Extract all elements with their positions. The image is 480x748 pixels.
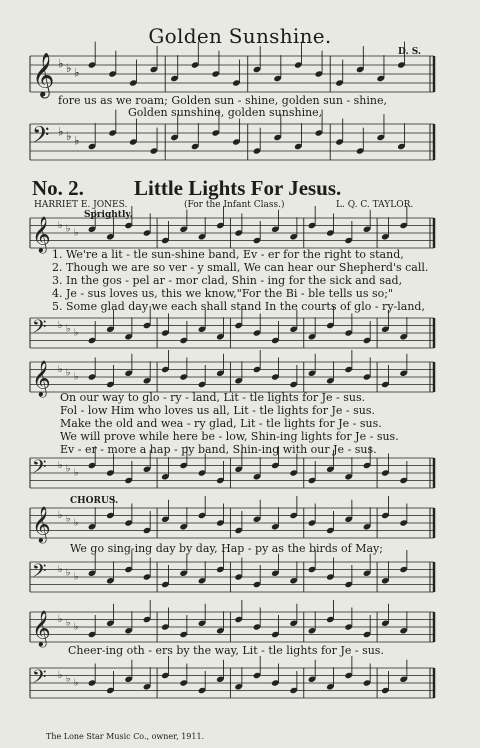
ds-mark: D. S. [398, 47, 422, 57]
verse2-line-4: We will prove while here be - low, Shin-ing lights for Je - sus. [60, 430, 399, 443]
chorus-lyric-2: Cheer-ing oth - ers by the way, Lit - tle lights for Je - sus. [68, 644, 384, 657]
svg-text:♭: ♭ [58, 509, 63, 521]
svg-text:♭: ♭ [74, 371, 79, 383]
tempo-marking: Sprightly. [84, 210, 133, 220]
verse-line-5: 5. Some glad day we each shall stand In the courts of glo - ry-land, [52, 300, 425, 313]
chorus-lyric-1: We go sing-ing day by day, Hap - py as the birds of May; [70, 542, 383, 555]
svg-text:𝄢: 𝄢 [32, 122, 50, 154]
system2-bass-staff [30, 458, 434, 488]
chorus2-bass-staff [30, 668, 434, 698]
svg-text:♭: ♭ [58, 319, 63, 331]
verse-line-1: 1. We're a lit - tle sun-shine band, Ev - er for the right to stand, [52, 248, 404, 261]
svg-text:♭: ♭ [66, 513, 71, 525]
verse2-line-3: Make the old and wea - ry glad, Lit - tle lights for Je - sus. [60, 417, 382, 430]
svg-text:𝄞: 𝄞 [32, 506, 51, 543]
svg-text:♭: ♭ [74, 621, 79, 633]
svg-text:♭: ♭ [66, 673, 71, 685]
chorus-bass-staff [30, 562, 434, 592]
svg-text:♭: ♭ [74, 227, 79, 239]
svg-text:♭: ♭ [58, 459, 63, 471]
hymn-composer: L. Q. C. TAYLOR. [336, 200, 414, 210]
svg-text:♭: ♭ [74, 327, 79, 339]
svg-text:♭: ♭ [58, 363, 63, 375]
svg-text:𝄞: 𝄞 [32, 360, 51, 397]
system1-bass-staff [30, 318, 434, 348]
svg-text:𝄞: 𝄞 [32, 52, 55, 97]
svg-text:𝄞: 𝄞 [32, 216, 51, 253]
svg-text:♭: ♭ [66, 323, 71, 335]
svg-text:♭: ♭ [74, 677, 79, 689]
svg-text:♭: ♭ [74, 133, 80, 148]
svg-text:♭: ♭ [58, 219, 63, 231]
svg-text:𝄢: 𝄢 [32, 666, 47, 693]
verse-line-3: 3. In the gos - pel ar - mor clad, Shin - ing for the sick and sad, [52, 274, 403, 287]
hymn-title: Little Lights For Jesus. [134, 176, 342, 200]
system1-treble-staff [30, 216, 434, 253]
chorus2-treble-staff [30, 610, 434, 647]
svg-text:♭: ♭ [58, 563, 63, 575]
verse2-line-1: On our way to glo - ry - land, Lit - tle lights for Je - sus. [60, 391, 366, 404]
svg-text:♭: ♭ [58, 124, 64, 139]
svg-text:♭: ♭ [58, 613, 63, 625]
verse-line-4: 4. Je - sus loves us, this we know,"For the Bi - ble tells us so;" [52, 287, 394, 300]
svg-text:𝄢: 𝄢 [32, 560, 47, 587]
verse2-line-5: Ev - er - more a hap - py band, Shin-ing with our Je - sus. [60, 443, 377, 456]
chorus-treble-staff [30, 506, 434, 543]
svg-text:♭: ♭ [58, 669, 63, 681]
svg-text:♭: ♭ [66, 463, 71, 475]
svg-text:♭: ♭ [66, 61, 72, 76]
svg-text:♭: ♭ [74, 571, 79, 583]
chorus-label: CHORUS. [70, 496, 119, 506]
svg-text:♭: ♭ [58, 56, 64, 71]
top-lyric-line-1: fore us as we roam; Golden sun - shine, golden sun - shine, [58, 94, 387, 107]
hymn-author: HARRIET E. JONES. [34, 200, 128, 210]
svg-text:♭: ♭ [66, 223, 71, 235]
svg-text:𝄞: 𝄞 [32, 610, 51, 647]
publisher-footer: The Lone Star Music Co., owner, 1911. [46, 732, 205, 741]
svg-text:♭: ♭ [66, 367, 71, 379]
svg-text:𝄢: 𝄢 [32, 456, 47, 483]
svg-text:♭: ♭ [66, 567, 71, 579]
system2-treble-staff [30, 360, 434, 397]
svg-text:♭: ♭ [66, 617, 71, 629]
svg-text:𝄢: 𝄢 [32, 316, 47, 343]
svg-text:♭: ♭ [74, 65, 80, 80]
top-lyric-line-2: Golden sunshine, golden sunshine, [128, 106, 323, 119]
svg-text:♭: ♭ [74, 467, 79, 479]
verse2-line-2: Fol - low Him who loves us all, Lit - tle lights for Je - sus. [60, 404, 375, 417]
svg-text:♭: ♭ [66, 129, 72, 144]
top-bass-staff [30, 124, 434, 160]
verse-line-2: 2. Though we are so ver - y small, We can hear our Shepherd's call. [52, 261, 429, 274]
svg-text:♭: ♭ [74, 517, 79, 529]
top-song-title: Golden Sunshine. [148, 24, 332, 48]
hymn-note: (For the Infant Class.) [184, 200, 285, 210]
hymn-number: No. 2. [32, 176, 84, 200]
